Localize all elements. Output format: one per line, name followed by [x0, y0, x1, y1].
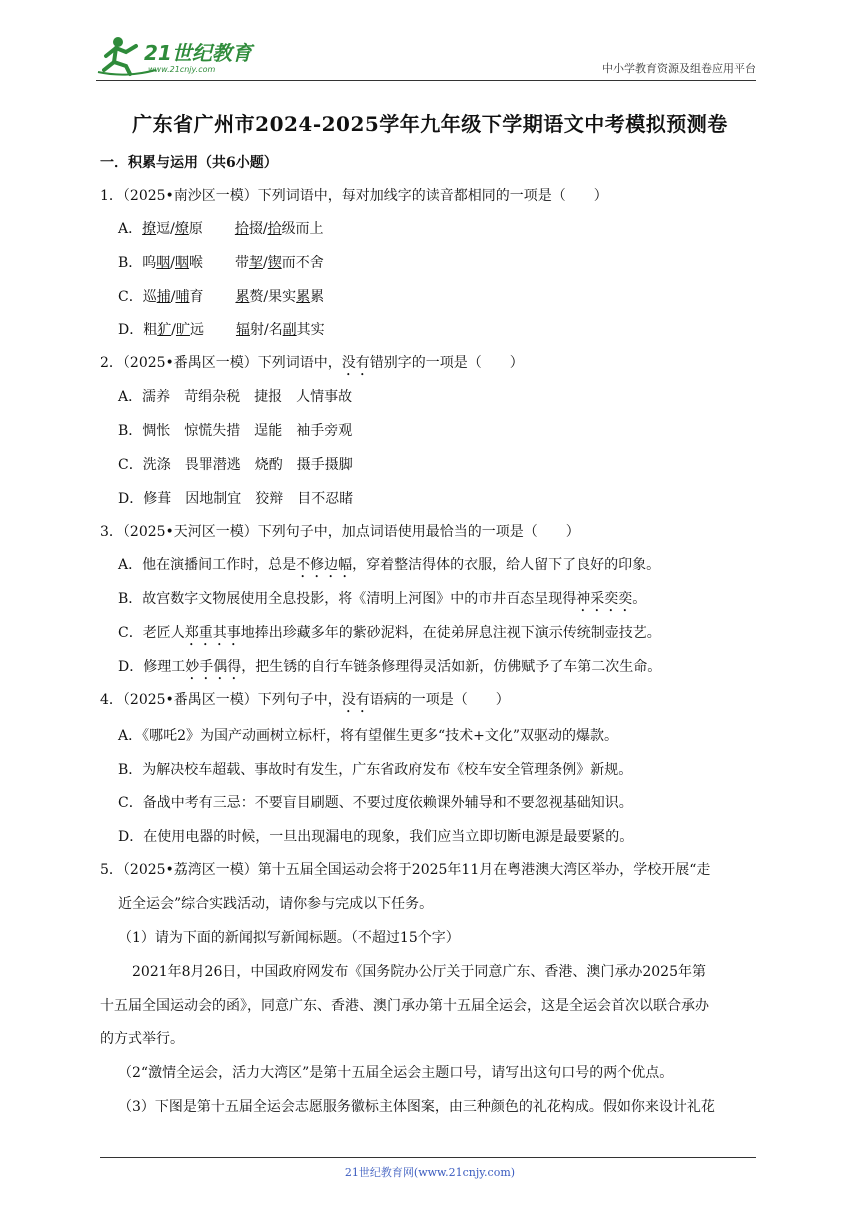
question-3-stem: 3．（2025•天河区一模）下列句子中，加点词语使用最恰当的一项是（ ）	[100, 524, 580, 540]
question-5-subtask-2: （2“激情全运会，活力大湾区”是第十五届全运会主题口号，请写出这句口号的两个优点。	[118, 1065, 674, 1081]
question-3-option-a: A．他在演播间工作时，总是不修边幅，穿着整洁得体的衣服，给人留下了良好的印象。	[118, 557, 661, 573]
news-paragraph-line-1: 2021年8月26日，中国政府网发布《国务院办公厅关于同意广东、香港、澳门承办2025年第	[132, 964, 706, 980]
question-1-option-d: D．粗犷/旷远 辐射/名副其实	[118, 322, 325, 338]
question-2-stem: 2．（2025•番禺区一模）下列词语中，没有错别字的一项是（ ）	[100, 355, 524, 371]
question-4-option-d: D．在使用电器的时候，一旦出现漏电的现象，我们应当立即切断电源是最要紧的。	[118, 829, 634, 845]
question-3-option-b: B．故宫数字文物展使用全息投影，将《清明上河图》中的市井百态呈现得神采奕奕。	[118, 591, 647, 607]
header-divider	[96, 80, 756, 81]
news-paragraph-line-2: 十五届全国运动会的函》，同意广东、香港、澳门承办第十五届全运会，这是全运会首次以联合承办	[100, 998, 709, 1014]
question-2-option-d: D．修葺 因地制宜 狡辩 目不忍睹	[118, 491, 354, 507]
question-1-stem: 1．（2025•南沙区一模）下列词语中，每对加线字的读音都相同的一项是（ ）	[100, 188, 608, 204]
site-logo	[96, 34, 266, 78]
question-4-option-c: C．备战中考有三忌：不要盲目刷题、不要过度依赖课外辅导和不要忽视基础知识。	[118, 795, 633, 811]
question-4-option-a: A．《哪吒2》为国产动画树立标杆，将有望催生更多“技术+文化”双驱动的爆款。	[118, 728, 619, 744]
question-1-option-a: A．撩逗/燎原 拾掇/拾级而上	[118, 221, 324, 237]
section-heading: 一．积累与运用（共6小题）	[100, 155, 278, 171]
question-5-subtask-3: （3）下图是第十五届全运会志愿服务徽标主体图案，由三种颜色的礼花构成。假如你来设计礼花	[118, 1099, 715, 1115]
footer-divider	[100, 1157, 756, 1158]
question-5-stem-line-2: 近全运会”综合实践活动，请你参与完成以下任务。	[118, 896, 434, 912]
page-title: 广东省广州市2024-2025学年九年级下学期语文中考模拟预测卷	[132, 112, 728, 136]
svg-text:21世纪教育: 21世纪教育	[144, 41, 252, 65]
question-3-option-d: D．修理工妙手偶得，把生锈的自行车链条修理得灵活如新，仿佛赋予了车第二次生命。	[118, 659, 662, 675]
question-1-option-b: B．呜咽/咽喉 带挈/锲而不舍	[118, 255, 324, 271]
question-2-option-c: C．洗涤 畏罪潜逃 烧酌 摄手摄脚	[118, 457, 353, 473]
page-footer: 21世纪教育网(www.21cnjy.com)	[344, 1166, 516, 1179]
question-4-option-b: B．为解决校车超载、事故时有发生，广东省政府发布《校车安全管理条例》新规。	[118, 762, 633, 778]
question-4-stem: 4．（2025•番禺区一模）下列句子中，没有语病的一项是（ ）	[100, 692, 510, 708]
page-header	[96, 34, 756, 80]
question-5-stem-line-1: 5．（2025•荔湾区一模）第十五届全国运动会将于2025年11月在粤港澳大湾区举办，学校开展“走	[100, 862, 711, 878]
question-1-option-c: C．巡捕/哺育 累赘/果实累累	[118, 289, 325, 305]
question-3-option-c: C．老匠人郑重其事地捧出珍藏多年的紫砂泥料，在徒弟屏息注视下演示传统制壶技艺。	[118, 625, 661, 641]
news-paragraph-line-3: 的方式举行。	[100, 1031, 184, 1047]
svg-text:www.21cnjy.com: www.21cnjy.com	[148, 65, 216, 74]
question-2-option-b: B．惆怅 惊慌失措 逞能 袖手旁观	[118, 423, 353, 439]
question-2-option-a: A．濡养 苛绢杂税 捷报 人情事故	[118, 389, 353, 405]
platform-name: 中小学教育资源及组卷应用平台	[602, 62, 756, 75]
question-5-subtask-1: （1）请为下面的新闻拟写新闻标题。（不超过15个字）	[118, 930, 460, 946]
